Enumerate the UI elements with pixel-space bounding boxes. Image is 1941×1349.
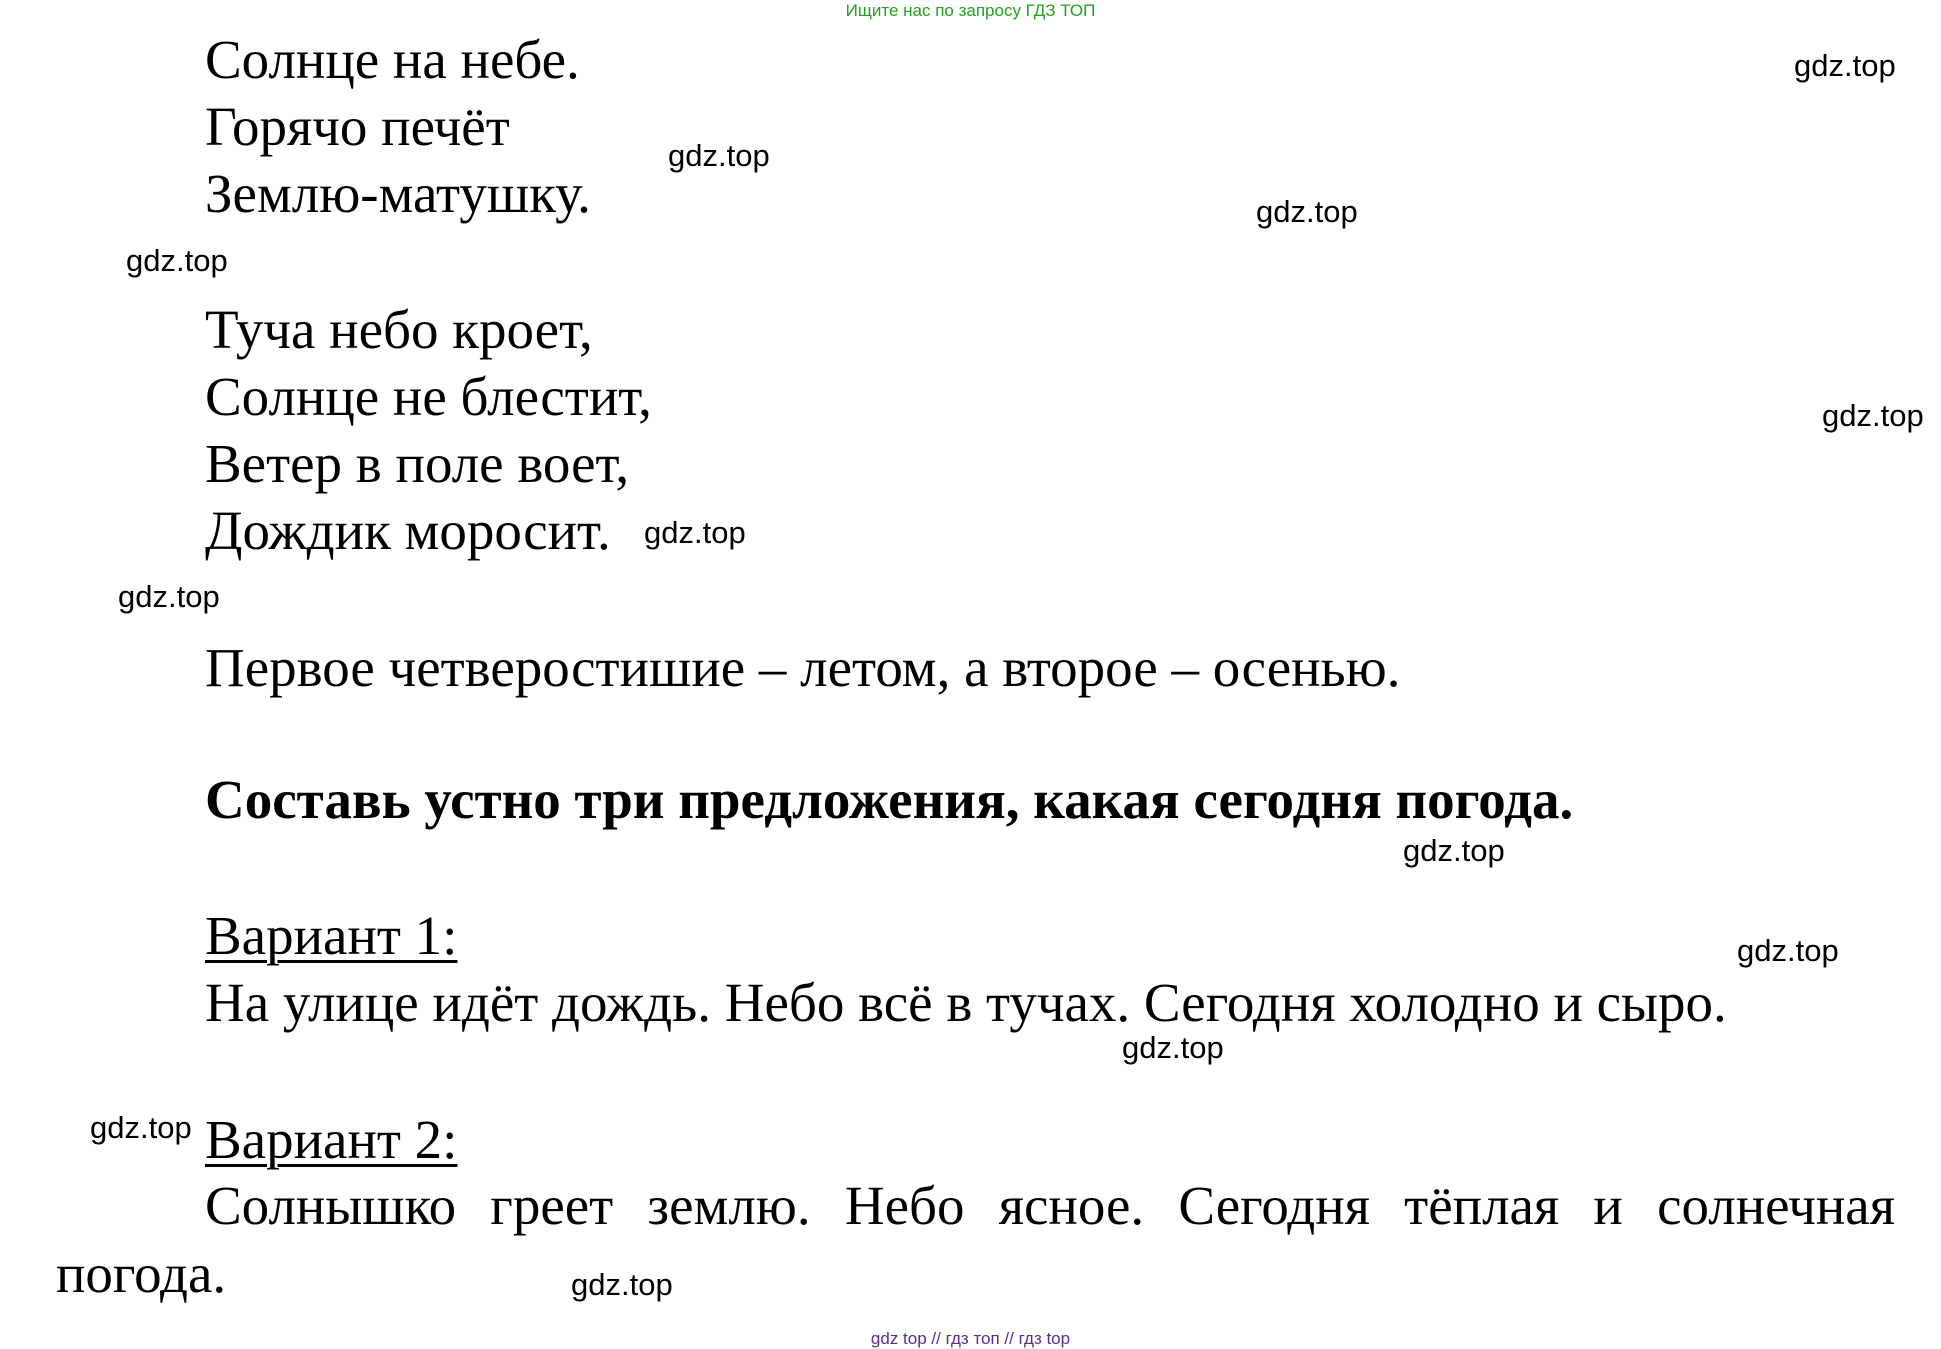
watermark: gdz.top [126,243,228,278]
poem-stanza-1 [205,26,591,227]
variant-1-text: На улице идёт дождь. Небо всё в тучах. Сегодня холодно и сыро. [205,972,1727,1033]
poem-line: Ветер в поле воет, [205,433,630,494]
poem-line: Землю-матушку. [205,163,591,224]
poem-line: Туча небо кроет, [205,299,593,360]
watermark: gdz.top [1822,398,1924,433]
watermark: gdz.top [644,515,746,550]
watermark: gdz.top [1794,48,1896,83]
poem-line: Горячо печёт [205,96,510,157]
watermark: gdz.top [90,1110,192,1145]
variant-2-text-line-2: погода. [56,1243,227,1304]
variant-1-label: Вариант 1: [205,905,458,966]
poem-line: Солнце на небе. [205,29,580,90]
watermark: gdz.top [571,1267,673,1302]
poem-stanza-2 [205,296,652,564]
task-heading: Составь устно три предложения, какая сегодня погода. [205,769,1574,830]
variant-2-label: Вариант 2: [205,1109,458,1170]
watermark: gdz.top [668,138,770,173]
watermark: gdz.top [1403,833,1505,868]
watermark: gdz.top [118,579,220,614]
answer-text: Первое четверостишие – летом, а второе – осенью. [205,637,1401,698]
variant-2-text-line-1: Солнышко греет землю. Небо ясное. Сегодня тёплая и солнечная [205,1175,1895,1236]
top-banner: Ищите нас по запросу ГДЗ ТОП [845,1,1096,20]
watermark: gdz.top [1122,1030,1224,1065]
poem-line: Солнце не блестит, [205,366,652,427]
watermark: gdz.top [1737,933,1839,968]
poem-line: Дождик моросит. [205,500,611,561]
watermark: gdz.top [1256,194,1358,229]
footer-text: gdz top // гдз топ // гдз top [870,1329,1071,1348]
